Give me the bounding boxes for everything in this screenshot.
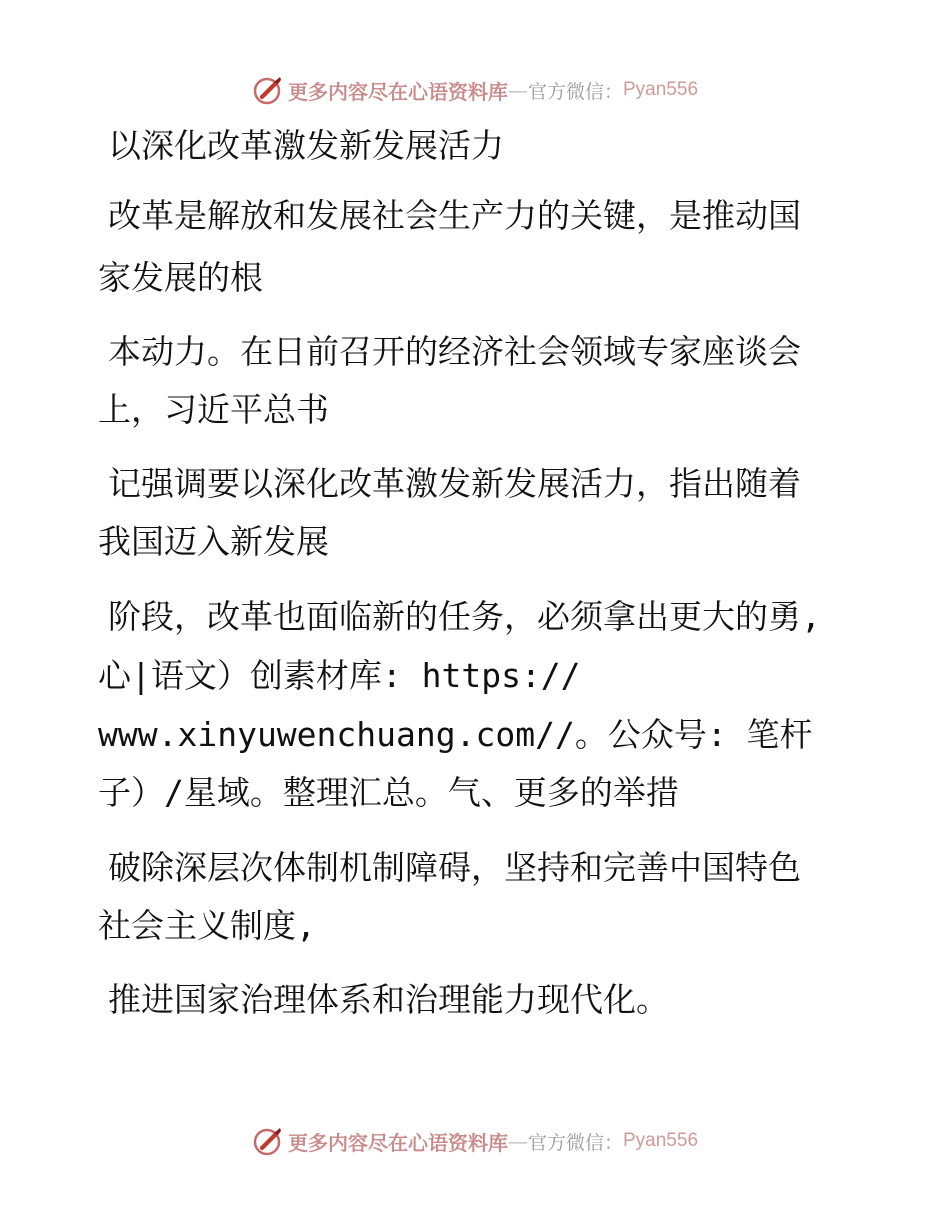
text-line: 家发展的根 [98, 258, 263, 297]
banner-wechat-id: Pyan556 [623, 1130, 699, 1151]
banner-dash: — [507, 1129, 528, 1153]
brush-logo-icon [252, 1125, 284, 1157]
text-line: 记强调要以深化改革激发新发展活力，指出随着 [108, 464, 801, 503]
text-line: 本动力。在日前召开的经济社会领域专家座谈会 [108, 332, 801, 371]
text-line: 上，习近平总书 [98, 390, 329, 429]
brush-logo-icon [252, 74, 284, 106]
banner-wechat-label: 官方微信： [527, 1131, 623, 1154]
text-line: 阶段，改革也面临新的任务，必须拿出更大的勇, [108, 597, 821, 636]
banner-wechat-id: Pyan556 [623, 79, 699, 100]
banner-wechat-label: 官方微信： [527, 80, 623, 103]
text-line: 推进国家治理体系和治理能力现代化。 [108, 980, 669, 1019]
text-line: 破除深层次体制机制障碍，坚持和完善中国特色 [108, 848, 801, 887]
text-line: www.xinyuwenchuang.com//。公众号: 笔杆 [98, 715, 813, 754]
banner-dash: — [507, 78, 528, 102]
text-line: 我国迈入新发展 [98, 522, 329, 561]
text-line: 社会主义制度, [98, 906, 316, 945]
text-line: 心|语文）创素材库: https:// [98, 656, 581, 695]
banner-title: 更多内容尽在心语资料库 [287, 1130, 508, 1155]
banner-title: 更多内容尽在心语资料库 [287, 79, 508, 104]
article-title: 以深化改革激发新发展活力 [108, 126, 504, 165]
text-line: 改革是解放和发展社会生产力的关键，是推动国 [108, 196, 801, 235]
text-line: 子）/星域。整理汇总。气、更多的举措 [98, 773, 679, 812]
header-watermark [0, 70, 950, 110]
footer-watermark [0, 1121, 950, 1161]
